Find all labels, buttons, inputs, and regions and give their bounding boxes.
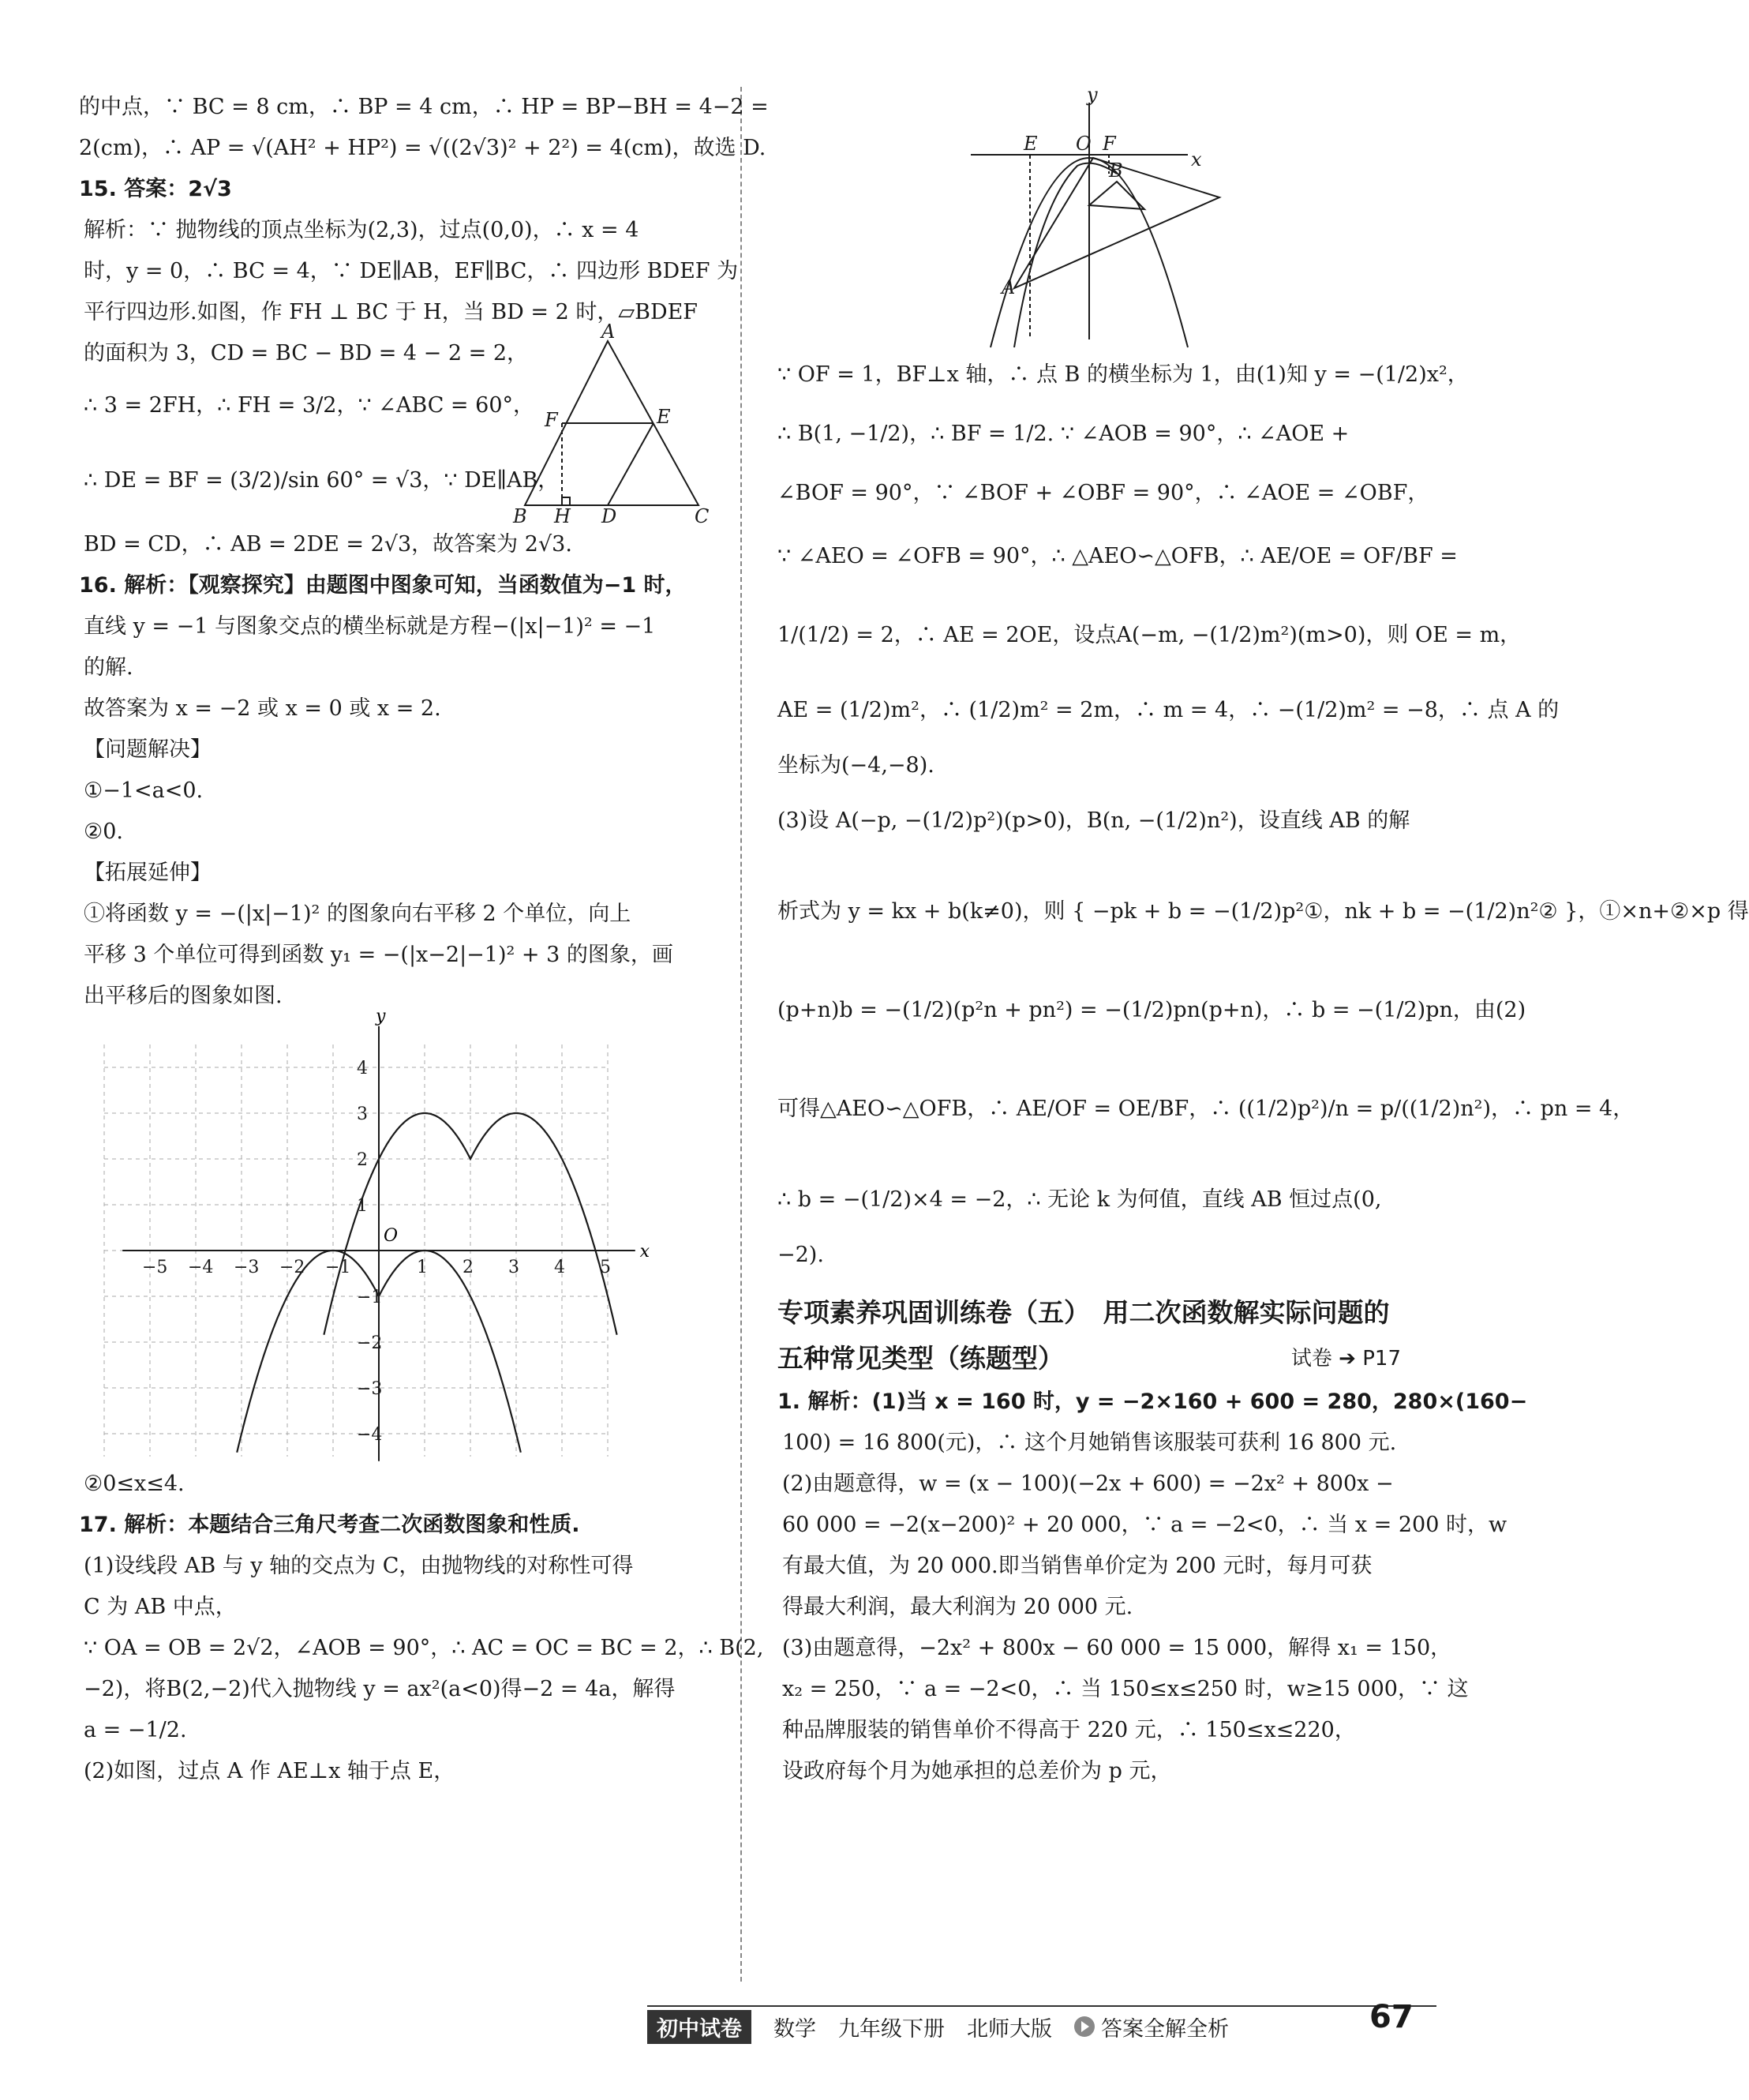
text-line: 得最大利润，最大利润为 20 000 元. [782,1595,1133,1619]
label-A: A [1002,276,1016,298]
section-header [777,1290,1401,1382]
text-line: 设政府每个月为她承担的总差价为 p 元， [782,1759,1172,1783]
label-B: B [1109,159,1123,182]
label-F: F [1103,133,1116,155]
text-line: ∴ DE = BF = (3/2)/sin 60° = √3，∵ DE∥AB， [84,468,560,493]
text-line: ②0. [84,819,123,844]
text-line: ∴ b = −(1/2)×4 = −2，∴ 无论 k 为何值，直线 AB 恒过点(0, [777,1187,1382,1212]
text-line: (2)由题意得，w = (x − 100)(−2x + 600) = −2x² + 800x − [782,1472,1394,1496]
x-axis-label: x [639,1242,650,1262]
text-line: (3)由题意得，−2x² + 800x − 60 000 = 15 000，解得 x₁ = 150， [782,1636,1452,1660]
text-line: ∴ 3 = 2FH，∴ FH = 3/2，∵ ∠ABC = 60°， [84,393,534,418]
right-column [777,84,1749,1792]
text-line: ①−1<a<0. [84,778,204,803]
text-line: (2)如图，过点 A 作 AE⊥x 轴于点 E， [84,1759,455,1783]
text-line: ∵ ∠AEO = ∠OFB = 90°，∴ △AEO∽△OFB，∴ AE/OE = OF/BF = [777,544,1458,568]
text-line: ②0≤x≤4. [84,1472,185,1496]
label-y: y [1087,84,1098,106]
x-tick-label: −5 [142,1258,168,1277]
y-tick-label: 3 [357,1104,368,1124]
text-line: 解析：∵ 抛物线的顶点坐标为(2,3)，过点(0,0)，∴ x = 4 [84,218,639,242]
page-number: 67 [1369,1999,1414,2035]
text-line: 60 000 = −2(x−200)² + 20 000，∵ a = −2<0，∴ 当 x = 200 时，w [782,1513,1507,1537]
text-line: 平行四边形.如图，作 FH ⊥ BC 于 H，当 BD = 2 时，▱BDEF [84,300,698,324]
text-line: (p+n)b = −(1/2)(p²n + pn²) = −(1/2)pn(p+n)，∴ b = −(1/2)pn，由(2) [777,998,1526,1022]
y-tick-label: −2 [357,1333,383,1353]
text-line: (1)设线段 AB 与 y 轴的交点为 C，由抛物线的对称性可得 [84,1554,634,1578]
text-line: 的面积为 3，CD = BC − BD = 4 − 2 = 2， [84,341,529,366]
label-B: B [513,505,527,527]
label-C: C [695,505,710,527]
origin-label: O [384,1226,399,1246]
text-line: ∵ OA = OB = 2√2，∠AOB = 90°，∴ AC = OC = BC = 2，∴ B(2, [84,1636,764,1660]
y-tick-label: 2 [357,1150,368,1170]
text-line: 故答案为 x = −2 或 x = 0 或 x = 2. [84,696,441,721]
text-line: 坐标为(−4,−8). [777,753,934,778]
x-tick-label: −2 [279,1258,305,1277]
text-line: 【拓展延伸】 [84,861,212,885]
label-A: A [601,321,616,343]
question-16-start: 16. 解析：【观察探究】由题图中图象可知，当函数值为−1 时， [79,573,687,598]
label-E: E [1024,133,1038,155]
text-line: ∠BOF = 90°，∵ ∠BOF + ∠OBF = 90°，∴ ∠AOE = ∠OBF， [777,481,1429,505]
text-line: ①将函数 y = −(|x|−1)² 的图象向右平移 2 个单位，向上 [84,902,631,926]
y-tick-label: 4 [357,1059,368,1078]
text-line: 出平移后的图象如图. [84,984,283,1008]
x-tick-label: 5 [600,1258,611,1277]
footer-tagline: 答案全解全析 [1101,2016,1229,2042]
text-line: C 为 AB 中点， [84,1595,237,1619]
text-line: 2(cm)，∴ AP = √(AH² + HP²) = √((2√3)² + 2²) = 4(cm)，故选 D. [79,136,766,160]
text-line: 的解. [84,655,133,680]
y-tick-label: −1 [357,1288,383,1307]
x-tick-label: −1 [325,1258,351,1277]
y-axis-label: y [376,1006,386,1026]
text-line: AE = (1/2)m²，∴ (1/2)m² = 2m，∴ m = 4，∴ −(1/2)m² = −8，∴ 点 A 的 [777,698,1560,722]
text-line: 平移 3 个单位可得到函数 y₁ = −(|x−2|−1)² + 3 的图象，画 [84,943,673,967]
footer-subject: 数学 [773,2016,816,2042]
problem-1-start: 1. 解析：(1)当 x = 160 时，y = −2×160 + 600 = 280，280×(160− [777,1389,1528,1414]
question-15-answer: 15. 答案：2√3 [79,177,232,201]
text-line: −2). [777,1243,824,1267]
y-tick-label: 1 [357,1196,368,1216]
x-tick-label: 4 [554,1258,565,1277]
text-line: ∵ OF = 1，BF⊥x 轴，∴ 点 B 的横坐标为 1，由(1)知 y = −(1/2)x²， [777,362,1469,387]
text-line: 100) = 16 800(元)，∴ 这个月她销售该服装可获利 16 800 元. [782,1431,1397,1455]
binding-margin [0,0,32,2021]
text-line: 直线 y = −1 与图象交点的横坐标就是方程−(|x|−1)² = −1 [84,614,656,639]
text-line: x₂ = 250，∵ a = −2<0，∴ 当 150≤x≤250 时，w≥15 000，∵ 这 [782,1677,1469,1701]
x-tick-label: 2 [463,1258,474,1277]
text-line: 的中点，∵ BC = 8 cm，∴ BP = 4 cm，∴ HP = BP−BH = 4−2 = [79,95,769,119]
x-tick-label: −4 [188,1258,214,1277]
footer-edition: 北师大版 [967,2016,1052,2042]
text-line: a = −1/2. [84,1718,187,1742]
play-arrow-icon [1074,2016,1095,2037]
triangle-figure [505,321,710,527]
footer-grade: 九年级下册 [838,2016,945,2042]
y-tick-label: −4 [357,1425,383,1445]
x-tick-label: 1 [417,1258,428,1277]
text-line: 1/(1/2) = 2，∴ AE = 2OE，设点A(−m, −(1/2)m²)(m>0)，则 OE = m， [777,623,1522,647]
label-x: x [1191,148,1202,171]
label-D: D [601,505,617,527]
label-H: H [554,505,571,527]
question-17-start: 17. 解析：本题结合三角尺考查二次函数图象和性质. [79,1513,580,1537]
text-line: −2)，将B(2,−2)代入抛物线 y = ax²(a<0)得−2 = 4a，解得 [84,1677,676,1701]
column-divider [740,87,742,1982]
footer-brand: 初中试卷 [647,2010,751,2044]
page-footer [647,2005,1436,2046]
text-line: 有最大值，为 20 000.即当销售单价定为 200 元时，每月可获 [782,1554,1373,1578]
parabola-triangle-figure [777,84,1401,347]
text-line: 【问题解决】 [84,737,212,762]
label-F: F [545,409,558,431]
section-title-line1: 专项素养巩固训练卷（五） 用二次函数解实际问题的 [777,1297,1390,1328]
text-line: ∴ B(1, −1/2)，∴ BF = 1/2. ∵ ∠AOB = 90°，∴ ∠AOE + [777,422,1350,446]
text-line: 种品牌服装的销售单价不得高于 220 元，∴ 150≤x≤220， [782,1718,1356,1742]
text-line: 可得△AEO∽△OFB，∴ AE/OF = OE/BF，∴ ((1/2)p²)/n = p/((1/2)n²)，∴ pn = 4， [777,1097,1635,1121]
text-line: 析式为 y = kx + b(k≠0)，则 { −pk + b = −(1/2)p²①，nk + b = −(1/2)n²② }，①×n+②×p 得 [777,899,1749,924]
function-graph [118,1006,687,1464]
text-line: BD = CD，∴ AB = 2DE = 2√3，故答案为 2√3. [84,532,572,557]
x-tick-label: 3 [508,1258,519,1277]
label-E: E [657,406,671,428]
left-column [79,87,769,1792]
test-reference: 试卷 ➔ P17 [1290,1347,1401,1371]
y-tick-label: −3 [357,1379,383,1399]
text-line: 时，y = 0，∴ BC = 4，∵ DE∥AB，EF∥BC，∴ 四边形 BDEF 为 [84,259,739,283]
label-O: O [1076,133,1092,155]
x-tick-label: −3 [234,1258,260,1277]
text-line: (3)设 A(−p, −(1/2)p²)(p>0)，B(n, −(1/2)n²)，设直线 AB 的解 [777,808,1410,833]
section-title-line2: 五种常见类型（练题型） [777,1343,1064,1374]
